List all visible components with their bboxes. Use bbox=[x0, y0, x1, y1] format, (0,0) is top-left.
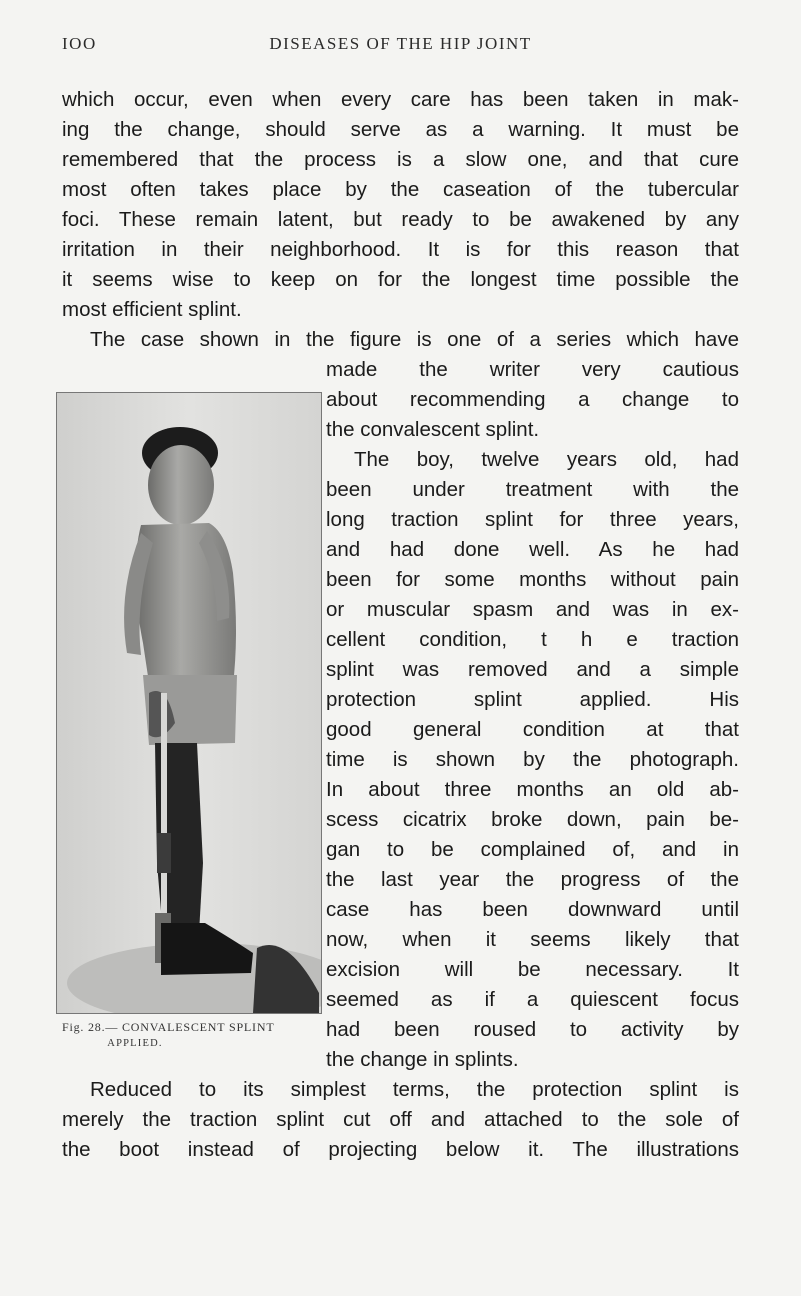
body-line: scess cicatrix broke down, pain be- bbox=[326, 808, 739, 831]
body-line: most often takes place by the caseation of the tubercular bbox=[62, 178, 739, 201]
body-line: about recommending a change to bbox=[326, 388, 739, 411]
body-line: splint was removed and a simple bbox=[326, 658, 739, 681]
body-line: the change in splints. bbox=[326, 1048, 519, 1071]
body-line: good general condition at that bbox=[326, 718, 739, 741]
body-line: and had done well. As he had bbox=[326, 538, 739, 561]
body-line: merely the traction splint cut off and attached to the sole of bbox=[62, 1108, 739, 1131]
body-line: been under treatment with the bbox=[326, 478, 739, 501]
page-number: IOO bbox=[62, 34, 97, 53]
body-line: foci. These remain latent, but ready to be awakened by any bbox=[62, 208, 739, 231]
body-line: now, when it seems likely that bbox=[326, 928, 739, 951]
body-line: the convalescent splint. bbox=[326, 418, 540, 441]
body-line: ing the change, should serve as a warning. It must be bbox=[62, 118, 739, 141]
body-line: had been roused to activity by bbox=[326, 1018, 739, 1041]
running-head bbox=[62, 34, 739, 56]
body-line: excision will be necessary. It bbox=[326, 958, 739, 981]
body-line: time is shown by the photograph. bbox=[326, 748, 739, 771]
body-line: seemed as if a quiescent focus bbox=[326, 988, 739, 1011]
body-line: the boot instead of projecting below it. The illustrations bbox=[62, 1138, 739, 1161]
body-line: The case shown in the figure is one of a series which have bbox=[90, 328, 739, 351]
figure-caption bbox=[56, 1020, 324, 1049]
body-line: made the writer very cautious bbox=[326, 358, 739, 381]
caption-line: APPLIED. bbox=[107, 1038, 163, 1049]
body-line: remembered that the process is a slow one, and that cure bbox=[62, 148, 739, 171]
body-line: long traction splint for three years, bbox=[326, 508, 739, 531]
body-line: In about three months an old ab- bbox=[326, 778, 739, 801]
body-line: gan to be complained of, and in bbox=[326, 838, 739, 861]
body-line: the last year the progress of the bbox=[326, 868, 739, 891]
body-line: The boy, twelve years old, had bbox=[354, 448, 739, 471]
body-line: been for some months without pain bbox=[326, 568, 739, 591]
body-line: irritation in their neighborhood. It is for this reason that bbox=[62, 238, 739, 261]
body-line: Reduced to its simplest terms, the protection splint is bbox=[90, 1078, 739, 1101]
body-line: which occur, even when every care has been taken in mak- bbox=[62, 88, 739, 111]
body-line: it seems wise to keep on for the longest time possible the bbox=[62, 268, 739, 291]
running-title: DISEASES OF THE HIP JOINT bbox=[269, 34, 532, 53]
figure-photograph bbox=[56, 392, 322, 1014]
body-line: protection splint applied. His bbox=[326, 688, 739, 711]
body-line: or muscular spasm and was in ex- bbox=[326, 598, 739, 621]
photograph-of-boy-with-splint bbox=[57, 393, 321, 1013]
body-line: case has been downward until bbox=[326, 898, 739, 921]
body-line: cellent condition, t h e traction bbox=[326, 628, 739, 651]
body-line: most efficient splint. bbox=[62, 298, 242, 321]
caption-line: Fig. 28.— CONVALESCENT SPLINT bbox=[62, 1020, 275, 1034]
